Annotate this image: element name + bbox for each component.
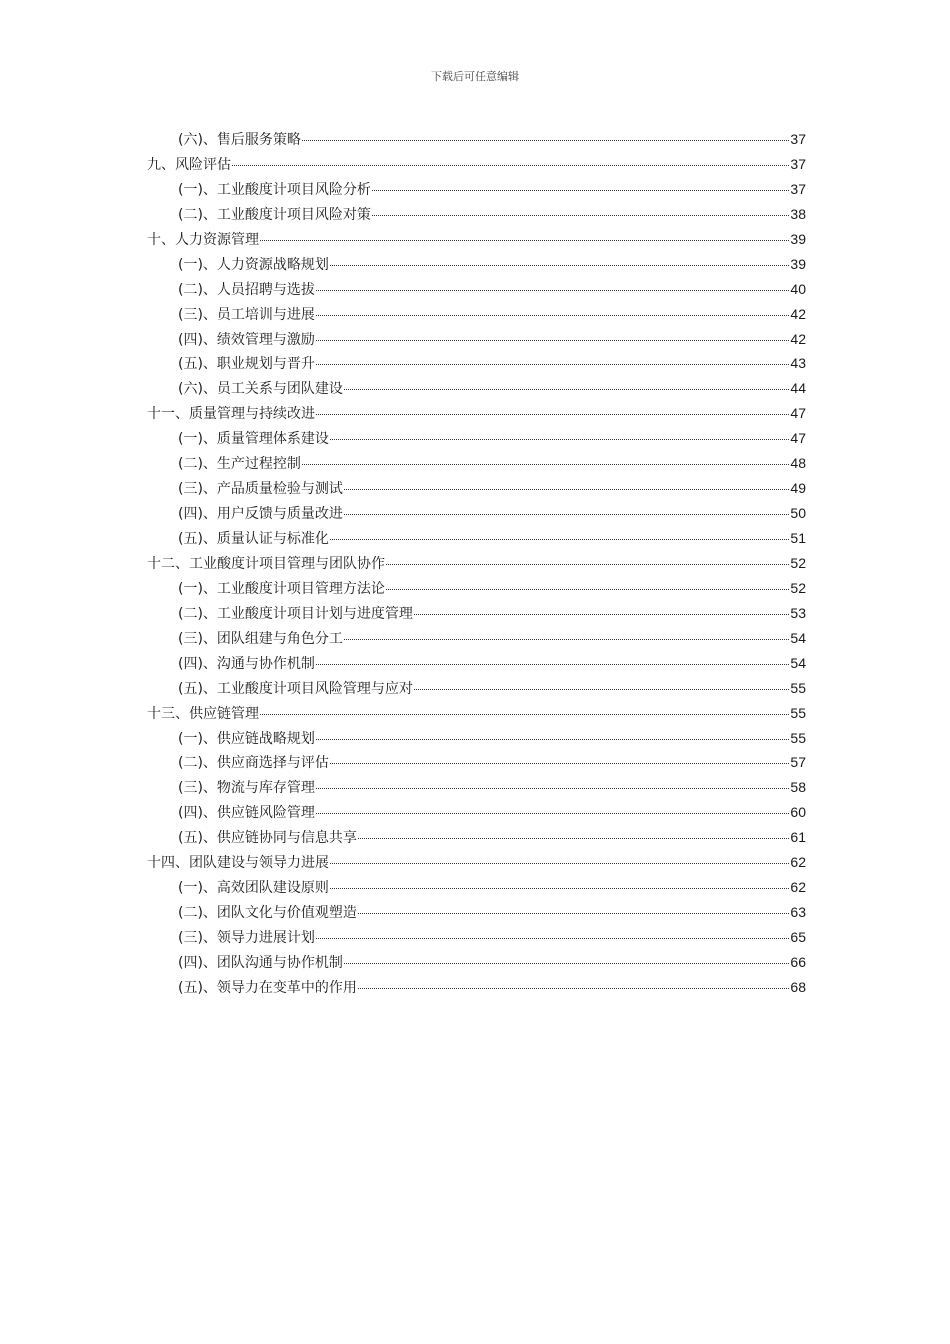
toc-chapter-entry[interactable] — [147, 401, 806, 426]
toc-entry-page-number: 65 — [790, 929, 806, 945]
toc-section-entry[interactable] — [147, 626, 806, 651]
toc-entry-title: (二)、生产过程控制 — [178, 456, 301, 473]
toc-section-entry[interactable] — [147, 476, 806, 501]
toc-entry-title: (二)、人员招聘与选拔 — [178, 281, 315, 298]
toc-entry-title: 九、风险评估 — [147, 156, 231, 173]
toc-section-entry[interactable] — [147, 127, 806, 152]
toc-section-entry[interactable] — [147, 800, 806, 825]
toc-entry-title: (四)、供应链风险管理 — [178, 805, 315, 822]
toc-dot-leader — [344, 514, 789, 515]
toc-chapter-entry[interactable] — [147, 551, 806, 576]
toc-entry-title: 十、人力资源管理 — [147, 231, 259, 248]
toc-section-entry[interactable] — [147, 526, 806, 551]
toc-section-entry[interactable] — [147, 925, 806, 950]
toc-dot-leader — [316, 938, 789, 939]
toc-dot-leader — [302, 140, 789, 141]
toc-chapter-entry[interactable] — [147, 701, 806, 726]
toc-entry-page-number: 44 — [790, 380, 806, 397]
toc-entry-page-number: 39 — [790, 255, 806, 272]
toc-section-entry[interactable] — [147, 202, 806, 227]
toc-entry-page-number: 51 — [790, 530, 806, 546]
toc-dot-leader — [344, 639, 789, 640]
toc-entry-page-number: 37 — [790, 180, 806, 197]
toc-entry-title: (一)、工业酸度计项目风险分析 — [178, 181, 371, 198]
toc-section-entry[interactable] — [147, 900, 806, 925]
toc-section-entry[interactable] — [147, 601, 806, 626]
toc-dot-leader — [330, 763, 789, 764]
toc-section-entry[interactable] — [147, 875, 806, 900]
toc-dot-leader — [414, 614, 789, 615]
toc-entry-page-number: 43 — [790, 355, 806, 372]
toc-section-entry[interactable] — [147, 376, 806, 401]
toc-entry-title: (一)、工业酸度计项目管理方法论 — [178, 580, 385, 597]
toc-entry-title: (六)、员工关系与团队建设 — [178, 381, 343, 398]
toc-dot-leader — [344, 489, 789, 490]
toc-entry-page-number: 63 — [790, 904, 806, 921]
toc-section-entry[interactable] — [147, 975, 806, 1000]
toc-dot-leader — [372, 190, 789, 191]
toc-section-entry[interactable] — [147, 327, 806, 352]
toc-dot-leader — [358, 913, 789, 914]
toc-entry-page-number: 52 — [790, 579, 806, 596]
toc-entry-title: (五)、工业酸度计项目风险管理与应对 — [178, 680, 413, 697]
toc-section-entry[interactable] — [147, 576, 806, 601]
toc-entry-page-number: 60 — [790, 804, 806, 821]
toc-section-entry[interactable] — [147, 775, 806, 800]
toc-entry-title: (五)、职业规划与晋升 — [178, 356, 315, 373]
toc-entry-title: 十三、供应链管理 — [147, 705, 259, 722]
toc-entry-page-number: 54 — [790, 629, 806, 646]
toc-section-entry[interactable] — [147, 277, 806, 302]
toc-entry-page-number: 42 — [790, 330, 806, 347]
toc-entry-page-number: 55 — [790, 729, 806, 746]
toc-entry-title: (三)、物流与库存管理 — [178, 780, 315, 797]
toc-dot-leader — [316, 739, 789, 740]
toc-entry-title: (二)、团队文化与价值观塑造 — [178, 905, 357, 922]
toc-entry-page-number: 53 — [790, 604, 806, 621]
toc-entry-title: (四)、团队沟通与协作机制 — [178, 954, 343, 971]
toc-entry-page-number: 66 — [790, 953, 806, 970]
toc-entry-title: (二)、工业酸度计项目计划与进度管理 — [178, 605, 413, 622]
toc-entry-title: (四)、沟通与协作机制 — [178, 655, 315, 672]
toc-entry-page-number: 57 — [790, 754, 806, 771]
toc-dot-leader — [316, 664, 789, 665]
toc-dot-leader — [232, 165, 789, 166]
toc-dot-leader — [344, 389, 789, 390]
toc-dot-leader — [386, 589, 789, 590]
toc-dot-leader — [316, 290, 789, 291]
toc-entry-title: (一)、质量管理体系建设 — [178, 431, 329, 448]
toc-entry-page-number: 55 — [790, 704, 806, 721]
toc-dot-leader — [358, 838, 789, 839]
toc-entry-title: 十四、团队建设与领导力进展 — [147, 855, 329, 872]
toc-dot-leader — [330, 439, 789, 440]
toc-dot-leader — [358, 988, 789, 989]
toc-entry-page-number: 37 — [790, 155, 806, 172]
toc-section-entry[interactable] — [147, 302, 806, 327]
toc-entry-page-number: 62 — [790, 854, 806, 871]
toc-entry-page-number: 47 — [790, 405, 806, 422]
toc-entry-title: (二)、供应商选择与评估 — [178, 755, 329, 772]
table-of-contents — [147, 127, 806, 1000]
toc-dot-leader — [330, 539, 789, 540]
toc-entry-title: (五)、领导力在变革中的作用 — [178, 979, 357, 996]
toc-entry-page-number: 68 — [790, 978, 806, 995]
toc-dot-leader — [260, 240, 789, 241]
toc-entry-page-number: 55 — [790, 679, 806, 696]
toc-section-entry[interactable] — [147, 252, 806, 277]
toc-dot-leader — [316, 813, 789, 814]
toc-dot-leader — [330, 265, 789, 266]
toc-dot-leader — [316, 414, 789, 415]
toc-entry-title: (一)、高效团队建设原则 — [178, 880, 329, 897]
toc-section-entry[interactable] — [147, 501, 806, 526]
toc-chapter-entry[interactable] — [147, 152, 806, 177]
toc-entry-title: 十二、工业酸度计项目管理与团队协作 — [147, 555, 385, 572]
toc-dot-leader — [316, 364, 789, 365]
page-header-note: 下载后可任意编辑 — [431, 70, 519, 83]
toc-entry-title: (二)、工业酸度计项目风险对策 — [178, 206, 371, 223]
toc-entry-page-number: 40 — [790, 280, 806, 297]
toc-section-entry[interactable] — [147, 651, 806, 676]
toc-entry-title: (三)、产品质量检验与测试 — [178, 481, 343, 498]
toc-section-entry[interactable] — [147, 676, 806, 701]
toc-entry-page-number: 50 — [790, 505, 806, 522]
toc-section-entry[interactable] — [147, 177, 806, 202]
toc-entry-page-number: 38 — [790, 205, 806, 222]
toc-entry-title: (五)、质量认证与标准化 — [178, 531, 329, 547]
toc-dot-leader — [330, 888, 789, 889]
toc-entry-page-number: 54 — [790, 654, 806, 671]
toc-section-entry[interactable] — [147, 825, 806, 850]
toc-section-entry[interactable] — [147, 351, 806, 376]
toc-entry-page-number: 39 — [790, 230, 806, 247]
toc-entry-title: (三)、领导力进展计划 — [178, 930, 315, 946]
toc-section-entry[interactable] — [147, 726, 806, 751]
toc-entry-page-number: 58 — [790, 779, 806, 796]
toc-entry-page-number: 49 — [790, 480, 806, 497]
toc-dot-leader — [344, 963, 789, 964]
toc-entry-page-number: 42 — [790, 305, 806, 322]
toc-dot-leader — [414, 689, 789, 690]
toc-entry-page-number: 52 — [790, 554, 806, 571]
toc-dot-leader — [316, 340, 789, 341]
toc-chapter-entry[interactable] — [147, 850, 806, 875]
toc-section-entry[interactable] — [147, 426, 806, 451]
toc-entry-page-number: 47 — [790, 430, 806, 447]
toc-dot-leader — [260, 714, 789, 715]
toc-dot-leader — [386, 564, 789, 565]
toc-entry-title: (一)、供应链战略规划 — [178, 730, 315, 747]
toc-dot-leader — [316, 315, 789, 316]
toc-entry-title: (三)、员工培训与进展 — [178, 306, 315, 323]
toc-entry-title: 十一、质量管理与持续改进 — [147, 406, 315, 423]
toc-entry-page-number: 37 — [790, 131, 806, 147]
toc-dot-leader — [316, 788, 789, 789]
toc-entry-title: (四)、用户反馈与质量改进 — [178, 506, 343, 523]
toc-entry-title: (三)、团队组建与角色分工 — [178, 630, 343, 647]
toc-entry-title: (一)、人力资源战略规划 — [178, 256, 329, 273]
toc-chapter-entry[interactable] — [147, 227, 806, 252]
toc-entry-page-number: 61 — [790, 829, 806, 846]
toc-entry-title: (六)、售后服务策略 — [178, 132, 301, 148]
toc-dot-leader — [302, 464, 789, 465]
toc-entry-title: (五)、供应链协同与信息共享 — [178, 830, 357, 847]
toc-entry-title: (四)、绩效管理与激励 — [178, 331, 315, 348]
toc-dot-leader — [372, 215, 789, 216]
toc-section-entry[interactable] — [147, 451, 806, 476]
toc-section-entry[interactable] — [147, 950, 806, 975]
toc-entry-page-number: 48 — [790, 455, 806, 472]
toc-section-entry[interactable] — [147, 750, 806, 775]
toc-dot-leader — [330, 863, 789, 864]
toc-entry-page-number: 62 — [790, 879, 806, 896]
